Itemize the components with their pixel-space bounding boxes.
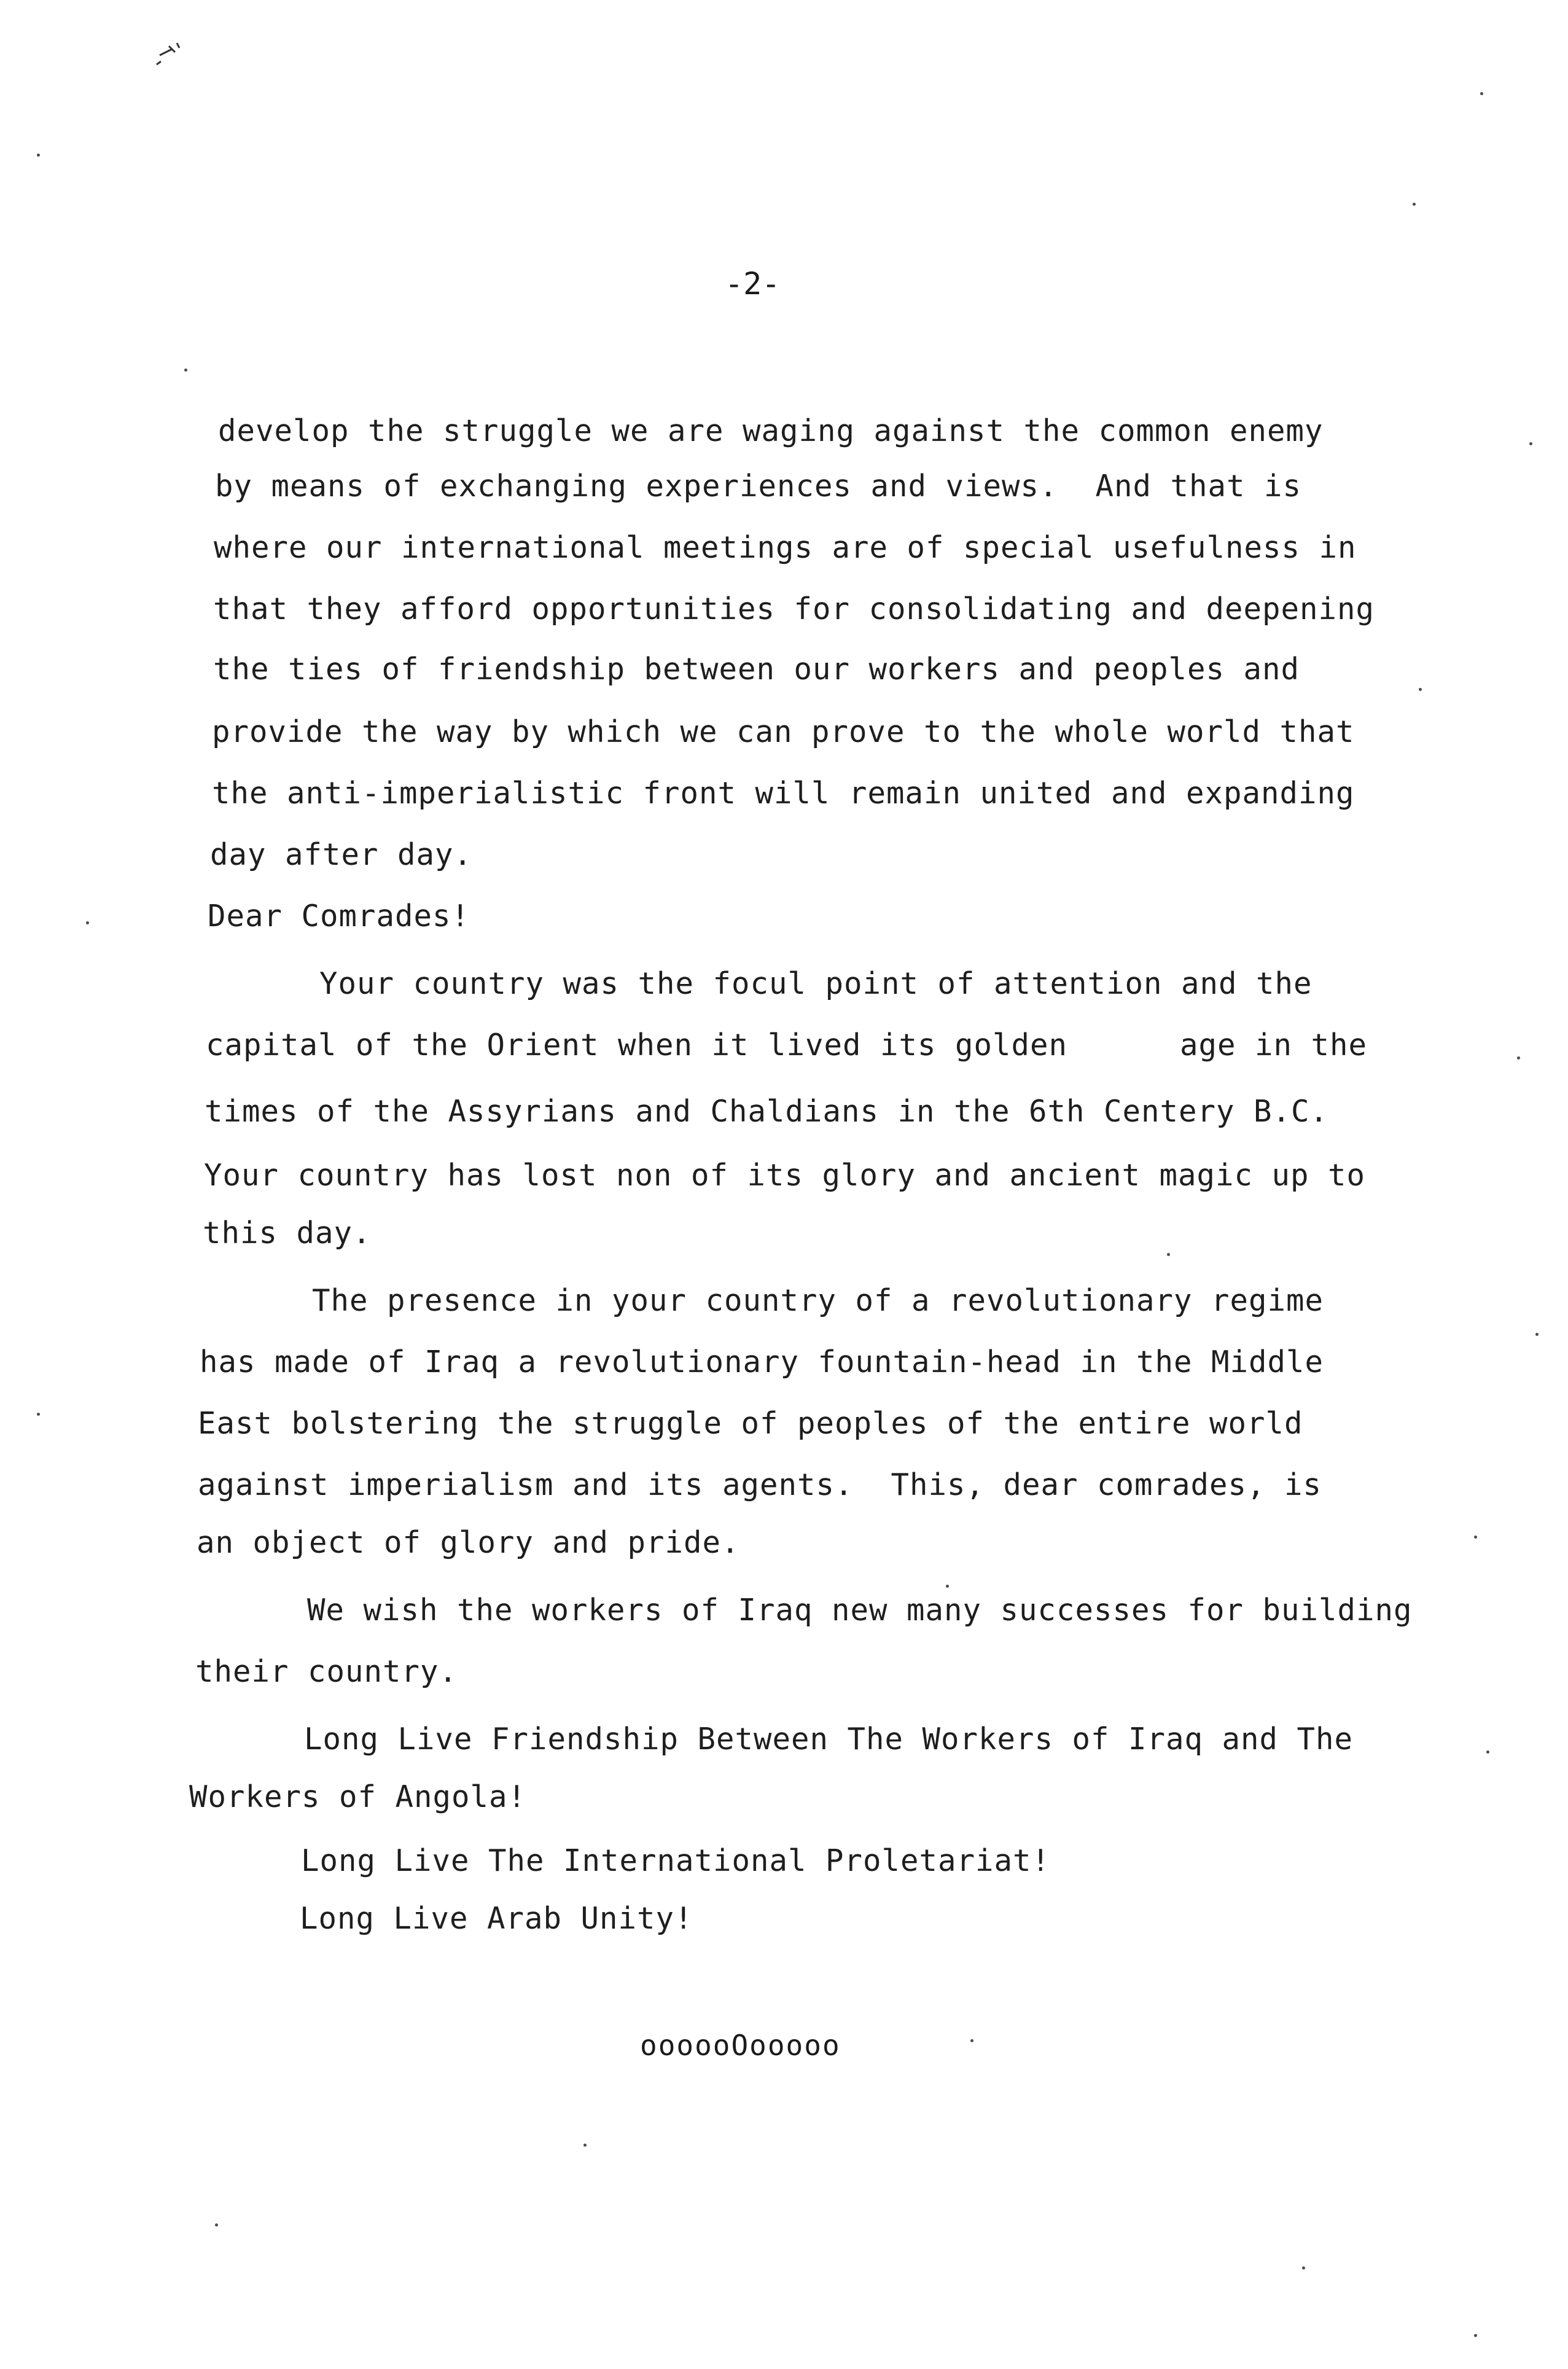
text-line: East bolstering the struggle of peoples of the entire world <box>198 1406 1303 1441</box>
scan-speck <box>215 2223 218 2227</box>
scan-speck <box>1535 1333 1539 1336</box>
text-line: We wish the workers of Iraq new many successes for building <box>307 1593 1413 1628</box>
scan-speck <box>583 2144 587 2147</box>
slogan-line: Long Live Arab Unity! <box>300 1901 693 1936</box>
slogan-line: Long Live The International Proletariat! <box>301 1843 1051 1878</box>
scan-speck <box>1480 92 1483 95</box>
scan-speck <box>1486 1750 1489 1754</box>
slogan-line: Long Live Friendship Between The Workers of Iraq and The <box>304 1722 1354 1757</box>
scan-speck <box>37 154 40 157</box>
text-line: where our international meetings are of special usefulness in <box>214 530 1357 565</box>
scan-speck <box>86 921 89 924</box>
end-separator: oooooOooooo <box>640 2029 841 2062</box>
scan-speck <box>37 1413 40 1416</box>
page-number: -2- <box>725 266 781 302</box>
text-line: provide the way by which we can prove to the whole world that <box>212 714 1355 749</box>
text-line: an object of glory and pride. <box>197 1525 740 1560</box>
scan-speck <box>1529 442 1532 445</box>
text-line: the ties of friendship between our workers and peoples and <box>213 652 1300 687</box>
scan-speck <box>184 369 187 372</box>
slogan-line: Workers of Angola! <box>189 1779 527 1814</box>
text-line: their country. <box>195 1654 458 1689</box>
scan-speck <box>946 1585 949 1588</box>
scan-speck <box>1474 2334 1477 2337</box>
text-line: has made of Iraq a revolutionary fountain-head in the Middle <box>200 1345 1324 1380</box>
text-line: day after day. <box>210 837 473 872</box>
text-line: that they afford opportunities for consolidating and deepening <box>213 591 1375 626</box>
text-line: The presence in your country of a revolutionary regime <box>312 1283 1324 1318</box>
text-line: this day. <box>203 1216 372 1251</box>
text-line: Your country was the focul point of attention and the <box>319 966 1313 1001</box>
text-line: times of the Assyrians and Chaldians in the 6th Centery B.C. <box>205 1094 1329 1129</box>
scan-speck <box>1419 688 1422 691</box>
scan-speck <box>1474 1536 1477 1539</box>
text-line: capital of the Orient when it lived its golden age in the <box>206 1028 1368 1063</box>
text-line: develop the struggle we are waging against the common enemy <box>218 413 1324 448</box>
scan-speck <box>1167 1253 1170 1256</box>
scan-speck <box>1517 1056 1520 1060</box>
text-line: the anti-imperialistic front will remain united and expanding <box>212 776 1355 811</box>
text-line: against imperialism and its agents. This, dear comrades, is <box>198 1467 1322 1502</box>
scan-speck <box>970 2039 973 2042</box>
scan-speck <box>1413 203 1416 206</box>
pen-mark <box>154 31 197 68</box>
text-line: Your country has lost non of its glory and ancient magic up to <box>204 1158 1366 1193</box>
scan-speck <box>1302 2266 1305 2269</box>
salutation: Dear Comrades! <box>208 899 470 934</box>
text-line: by means of exchanging experiences and views. And that is <box>215 469 1302 504</box>
